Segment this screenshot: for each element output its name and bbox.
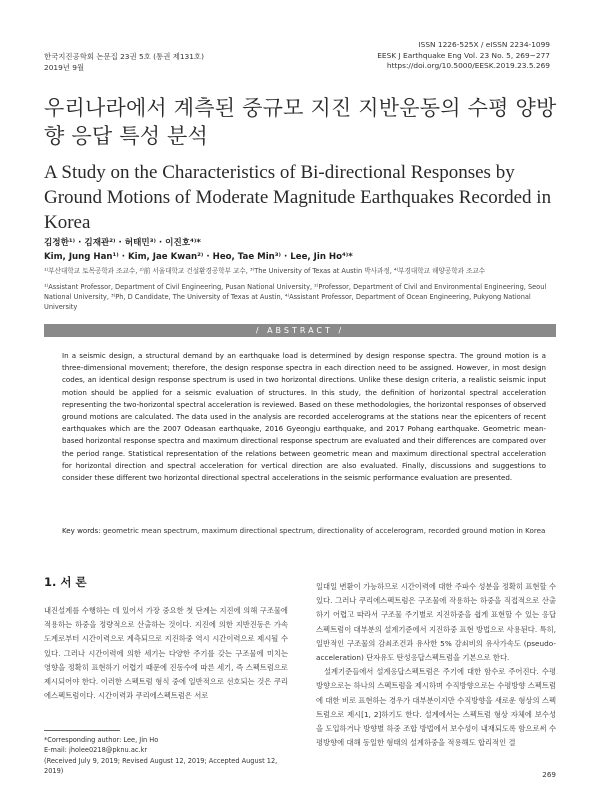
authors-english: Kim, Jung Han¹⁾ · Kim, Jae Kwan²⁾ · Heo, Tae Min³⁾ · Lee, Jin Ho⁴⁾* bbox=[44, 252, 353, 262]
keywords-text: geometric mean spectrum, maximum directional spectrum, directionality of accelerogram, recorded ground motion in Korea bbox=[102, 526, 546, 535]
journal-header-ko bbox=[44, 52, 204, 73]
author-list bbox=[44, 236, 564, 264]
page-number: 269 bbox=[542, 770, 556, 779]
doi-link[interactable]: https://doi.org/10.5000/EESK.2019.23.5.269 bbox=[386, 61, 550, 71]
affiliations-english: ¹⁾Assistant Professor, Department of Civil Engineering, Pusan National University, ²⁾Professor, Department of Civil and Environmental Engineering, Seoul National University, ³⁾Ph, D Candidate, The University of Texas at Austin, ⁴⁾Assistant Professor, Department of Ocean Engineering, Pukyong National University bbox=[44, 283, 547, 311]
intro-right-paragraph-1: 일대일 변환이 가능하므로 시간이력에 대한 주파수 성분을 정확히 표현할 수 있다. 그러나 쿠리에스펙트럼은 구조물에 작용하는 하중을 직접적으로 산출하기 어렵고 따라서 구조물 주기별로 지진하중을 쉽게 표현할 수 있는 응답스펙트럼이 대부분의 설계기준에서 지진하중 표현 방법으로 사용된다. 특히, 일반적인 구조물의 감쇠조건과 유사한 5% 감쇠비의 유사가속도 (pseudo-acceleration) 단자유도 탄성응답스펙트럼을 기본으로 한다. bbox=[316, 582, 556, 663]
section-heading-introduction: 1. 서 론 bbox=[44, 575, 87, 589]
journal-header-en bbox=[377, 40, 550, 72]
journal-name-ko: 한국지진공학회 논문집 23권 5호 (통권 제131호) bbox=[44, 52, 204, 61]
intro-left-column: 내진설계를 수행하는 데 있어서 가장 중요한 첫 단계는 지진에 의해 구조물에 적용하는 하중을 정량적으로 산출하는 것이다. 지진에 의한 지반진동은 가속도계로부터 시간이력으로 계측되므로 지진하중 역시 시간이력으로 제시될 수 있다. 그러나 시간이력에 의한 세기는 다양한 주기를 갖는 구조물에 미치는 영향을 정확히 표현하기 어렵기 때문에 진동수에 따른 세기, 즉 스펙트럼으로 제시되어야 한다. 이러한 스펙트럼 형식 중에 일반적으로 선호되는 것은 쿠리에스펙트럼이다. 시간이력과 쿠리에스펙트럼은 서로 bbox=[44, 606, 288, 701]
footnote-divider bbox=[44, 730, 120, 731]
author-email[interactable]: E-mail: jholee0218@pknu.ac.kr bbox=[44, 746, 148, 755]
title-korean: 우리나라에서 계측된 중규모 지진 지반운동의 수평 양방향 응답 특성 분석 bbox=[44, 96, 557, 148]
affiliations-korean: ¹⁾부산대학교 토목공학과 조교수, ²⁾前 서울대학교 건설환경공학부 교수, ³⁾The University of Texas at Austin 박사과정, ⁴⁾부경대학교 해양공학과 조교수 bbox=[44, 267, 486, 275]
corresponding-author-footnote bbox=[44, 735, 292, 777]
intro-right-column bbox=[316, 580, 556, 750]
title-english: A Study on the Characteristics of Bi-directional Responses by Ground Motions of Moderate Magnitude Earthquakes Recorded in Korea bbox=[44, 162, 552, 233]
issn: ISSN 1226-525X / eISSN 2234-1099 bbox=[418, 40, 550, 49]
journal-name-en: EESK J Earthquake Eng Vol. 23 No. 5, 269~277 bbox=[377, 50, 550, 60]
intro-right-paragraph-2: 설계기준들에서 설계응답스펙트럼은 주기에 대한 함수로 주어진다. 수평방향으로는 하나의 스펙트럼을 제시하며 수직방향으로는 수평방향 스펙트럼에 대한 비로 표현하는 경우가 대부분이지만 수직방향을 새로운 형상의 스펙트럼으로 제시[1, 2]하기도 한다. 설계에서는 스펙트럼 형상 자체에 보수성을 도입하거나 방향별 하중 조합 방법에서 보수성이 내재되도록 함으로써 수평방향에 대해 동일한 형태의 설계하중을 적용해도 합리적인 결 bbox=[316, 667, 556, 748]
keywords-label: Key words: bbox=[62, 526, 101, 535]
authors-korean: 김정한¹⁾ · 김재관²⁾ · 허태민³⁾ · 이진호⁴⁾* bbox=[44, 238, 201, 248]
received-dates: (Received July 9, 2019; Revised August 12, 2019; Accepted August 12, 2019) bbox=[44, 756, 278, 776]
abstract-text: In a seismic design, a structural demand by an earthquake load is determined by design response spectra. The ground motion is a three-dimensional movement; therefore, the design response spectra in each direction need to be assigned. However, in most design codes, an identical design response spectrum is used in two horizontal directions. Unlike these design criteria, a realistic seismic input motion should be applied for a seismic evaluation of structures. In this study, the definition of horizontal spectral acceleration representing the two-horizontal spectral acceleration is reviewed. Based on these methodologies, the horizontal responses of observed ground motions are calculated. The data used in the analysis are recorded accelerograms at the stations near the epicenters of recent earthquakes which are the 2007 Odeasan earthquake, 2016 Gyeongju earthquake, and 2017 Pohang earthquake. Geometric mean-based horizontal response spectra and maximum directional response spectrum are evaluated and their differences are compared over the period range. Statistical representation of the relations between geometric mean and maximum directional spectral acceleration for horizontal direction and spectral acceleration for vertical direction are also evaluated. Finally, discussions and suggestions to consider these different two horizontal directional spectral accelerations in the seismic performance evaluation are presented. bbox=[62, 351, 546, 483]
abstract-label-bar: / ABSTRACT / bbox=[44, 324, 556, 337]
corresponding-author: *Corresponding author: Lee, Jin Ho bbox=[44, 736, 159, 744]
publication-date-ko: 2019년 9월 bbox=[44, 62, 85, 72]
keywords-block bbox=[62, 525, 546, 537]
